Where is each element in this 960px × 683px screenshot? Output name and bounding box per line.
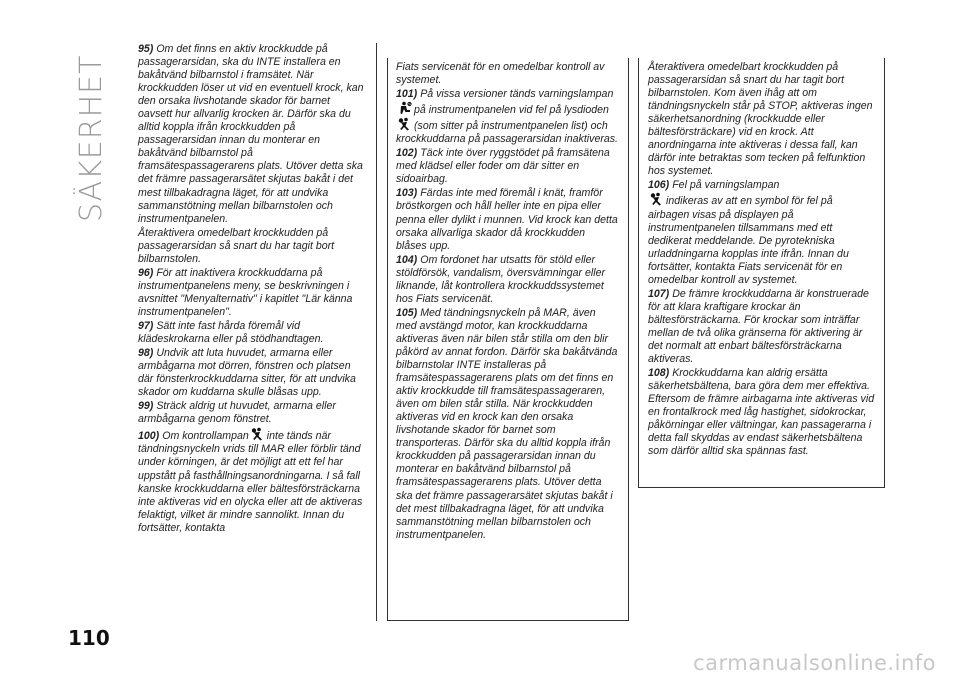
column-3 bbox=[648, 43, 876, 459]
section-title: SÄKERHET bbox=[74, 54, 109, 222]
warning-106: 106) Fel på varningslampan indikeras av att en symbol för fel på airbagen visas på displayen på instrumentpanelen tillsammans med ett dedikerat meddelande. De pyrotekniska urladdningarna kopplas inte ifrån. Innan du fortsätter, kontakta Fiats servicenät för en omedelbar kontroll av systemet. bbox=[648, 179, 849, 286]
paragraph-reactivate: Återaktivera omedelbart krockkudden på passagerarsidan så snart du har tagit bort bilbarnstolen. Kom även ihåg att om tändningsnyckeln står på STOP, aktiveras ingen säkerhetsanordning (krockkudde eller bältesförsträckare) vid en krock. Att anordningarna inte aktiveras i dessa fall, kan därför inte betraktas som tecken på felfunktion hos systemet. bbox=[648, 61, 873, 178]
warning-95-continued: Återaktivera omedelbart krockkudden på passagerarsidan så snart du har tagit bort bilbarnstolen. bbox=[138, 226, 335, 265]
warning-102: 102) Täck inte över ryggstödet på framsätena med klädsel eller foder om där sitter en sidoairbag. bbox=[396, 147, 610, 186]
page-number: 110 bbox=[68, 626, 110, 650]
warning-101: 101) På vissa versioner tänds varningslampan på instrumentpanelen vid fel på lysdioden (som sitter på instrumentpanelen list) och krockkuddarna på passagerarsidan inaktiveras. bbox=[396, 88, 619, 146]
airbag-off-icon bbox=[398, 117, 412, 131]
warning-103: 103) Färdas inte med föremål i knät, framför bröstkorgen och håll heller inte en pipa eller penna eller dylikt i munnen. Vid krock kan detta orsaka allvarliga skador då krockkudden blåses upp. bbox=[396, 187, 618, 252]
warning-97: 97) Sätt inte fast hårda föremål vid klädeskrokarna eller på stödhandtagen. bbox=[138, 319, 324, 346]
column-2 bbox=[396, 43, 618, 543]
warning-95: 95) Om det finns en aktiv krockkudde på passagerarsidan, ska du INTE installera en bakåtvänd bilbarnstol i framsätet. När krockkudden löser ut vid en eventuell krock, kan den orsaka livshotande skador för barnet oavsett hur allvarlig krocken är. Därför ska du alltid koppla ifrån krockkudden på passagerarsidan innan du monterar en bakåtvänd bilbarnstol på framsätespassagerarens plats. Utöver detta ska det främre passagerarsätet skjutas bakåt i det mest tillbakadragna läget, för att undvika sammanstötning mellan bilbarnstolen och instrumentpanelen. bbox=[138, 43, 364, 225]
passenger-seat-icon bbox=[398, 101, 412, 115]
column-2-right-rule bbox=[628, 58, 629, 621]
paragraph-servicenat: Fiats servicenät för en omedelbar kontroll av systemet. bbox=[396, 61, 605, 87]
warning-108: 108) Krockkuddarna kan aldrig ersätta säkerhetsbältena, bara göra dem mer effektiva. Eftersom de främre airbagarna inte aktiveras vid en frontalkrock med låg hastighet, sidokrockar, påkörningar eller vältningar, kan passagerarna i detta fall skyddas av endast säkerhetsbältena som därför alltid ska spännas fast. bbox=[648, 367, 875, 458]
column-2-bottom-rule bbox=[387, 620, 629, 621]
airbag-warning-icon-2 bbox=[650, 192, 664, 206]
column-3-right-rule bbox=[884, 58, 885, 488]
column-2-left-rule bbox=[387, 58, 388, 621]
warning-100: 100) Om kontrollampan inte tänds när tändningsnyckeln vrids till MAR eller förblir tänd under körningen, är det möjligt att ett fel har uppstått på fasthållningsanordningarna. I så fall kanske krockkuddarna eller bältesförsträckarna inte aktiveras vid en olycka eller att de aktiveras felaktigt, vilket är mindre sannolikt. Innan du fortsätter, kontakta bbox=[138, 427, 366, 534]
warning-105: 105) Med tändningsnyckeln på MAR, även med avstängd motor, kan krockkuddarna aktiveras även när bilen står stilla om den blir påkörd av annat fordon. Därför ska bakåtvända bilbarnstolar INTE installeras på framsätespassagerarens plats om det finns en aktiv krockkudde till framsätespassageraren, även om bilen står stilla. När krockkudden aktiveras vid en krock kan den orsaka livshotande skador för barnet som transporteras. Därför ska du alltid koppla ifrån krockkudden på passagerarsidan innan du monterar en bakåtvänd bilbarnstol på framsätespassagerarens plats. Utöver detta ska det främre passagerarsätet skjutas bakåt i det mest tillbakadragna läget, för att undvika sammanstötning mellan bilbarnstolen och instrumentpanelen. bbox=[396, 306, 618, 541]
warning-98: 98) Undvik att luta huvudet, armarna eller armbågarna mot dörren, fönstren och platsen där fönsterkrockkuddarna sitter, för att undvika skador om kuddarna skulle blåsas upp. bbox=[138, 347, 356, 399]
warning-104: 104) Om fordonet har utsatts för stöld eller stöldförsök, vandalism, översvämningar eller liknande, låt kontrollera krockkuddssystemet hos Fiats servicenät. bbox=[396, 253, 606, 305]
warning-99: 99) Sträck aldrig ut huvudet, armarna eller armbågarna genom fönstret. bbox=[138, 400, 336, 426]
column-1-divider bbox=[376, 43, 377, 621]
column-1 bbox=[138, 43, 366, 536]
warning-107: 107) De främre krockkuddarna är konstruerade för att klara kraftigare krockar än bältesförsträckarna. För krockar som inträffar mellan de två olika gränserna för aktivering är det normalt att enbart bältesförsträckarna aktiveras. bbox=[648, 287, 869, 366]
airbag-warning-icon bbox=[251, 427, 265, 441]
watermark: carmanualsonline.info bbox=[693, 651, 936, 675]
column-3-bottom-rule bbox=[638, 487, 885, 488]
column-3-left-rule bbox=[638, 58, 639, 488]
warning-96: 96) För att inaktivera krockkuddarna på instrumentpanelens meny, se beskrivningen i avsnittet "Menyalternativ" i kapitlet "Lär känna instrumentpanelen". bbox=[138, 266, 353, 318]
